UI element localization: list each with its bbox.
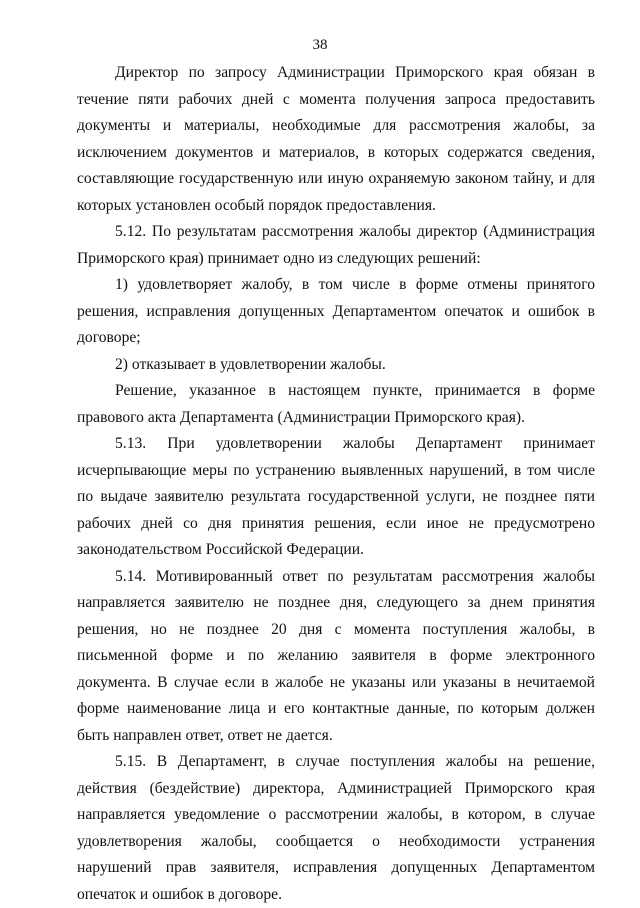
paragraph-5-15: 5.15. В Департамент, в случае поступления жалобы на решение, действия (бездействие) директора, Администрацией Приморского края направляется уведомление о рассмотрении жалобы, в котором, в случае удовлетворения жалобы, сообщается о необходимости устранения нарушений прав заявителя, исправления допущенных Департаментом опечаток и ошибок в договоре.: [77, 753, 595, 903]
paragraph-decision-form: Решение, указанное в настоящем пункте, принимается в форме правового акта Департамента (Администрации Приморского края).: [77, 382, 595, 426]
paragraph-5-12: 5.12. По результатам рассмотрения жалобы директор (Администрация Приморского края) принимает одно из следующих решений:: [77, 223, 595, 267]
page-number: 38: [312, 37, 328, 53]
paragraph-decision-satisfy: 1) удовлетворяет жалобу, в том числе в форме отмены принятого решения, исправления допущенных Департаментом опечаток и ошибок в договоре;: [77, 276, 595, 346]
document-body: [77, 60, 595, 908]
paragraph-5-14: 5.14. Мотивированный ответ по результатам рассмотрения жалобы направляется заявителю не позднее дня, следующего за днем принятия решения, но не позднее 20 дня с момента поступления жалобы, в письменной форме и по желанию заявителя в форме электронного документа. В случае если в жалобе не указаны или указаны в нечитаемой форме наименование лица и его контактные данные, по которым должен быть направлен ответ, ответ не дается.: [77, 567, 595, 744]
paragraph-director-request: Директор по запросу Администрации Приморского края обязан в течение пяти рабочих дней с момента получения запроса предоставить документы и материалы, необходимые для рассмотрения жалобы, за исключением документов и материалов, в которых содержатся сведения, составляющие государственную или иную охраняемую законом тайну, и для которых установлен особый порядок предоставления.: [77, 64, 595, 214]
paragraph-5-13: 5.13. При удовлетворении жалобы Департамент принимает исчерпывающие меры по устранению выявленных нарушений, в том числе по выдаче заявителю результата государственной услуги, не позднее пяти рабочих дней со дня принятия решения, если иное не предусмотрено законодательством Российской Федерации.: [77, 435, 595, 558]
paragraph-decision-refuse: 2) отказывает в удовлетворении жалобы.: [115, 355, 386, 373]
